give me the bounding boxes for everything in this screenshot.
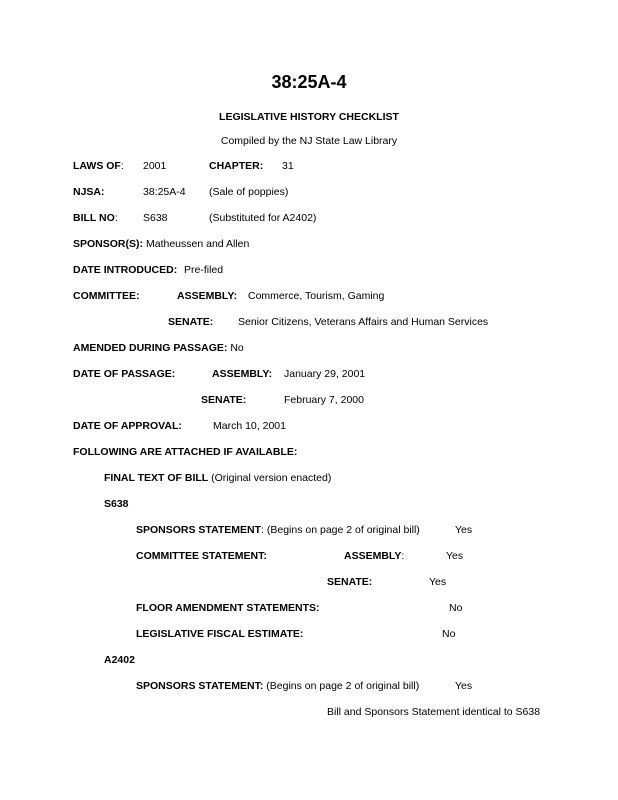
s638-committee-senate-value: Yes	[429, 576, 447, 588]
s638-sponsors-statement: SPONSORS STATEMENT: (Begins on page 2 of original bill)	[136, 524, 420, 536]
checklist-heading: LEGISLATIVE HISTORY CHECKLIST	[219, 111, 399, 123]
date-introduced-value: Pre-filed	[184, 264, 224, 276]
passage-assembly-value: January 29, 2001	[284, 368, 366, 380]
s638-committee-statement-label: COMMITTEE STATEMENT:	[136, 550, 267, 562]
sponsors-value: Matheussen and Allen	[146, 238, 250, 250]
s638-floor-amendment-label: FLOOR AMENDMENT STATEMENTS:	[136, 602, 320, 614]
committee-assembly-label: ASSEMBLY:	[177, 290, 238, 302]
njsa-description: (Sale of poppies)	[209, 186, 289, 198]
njsa-value: 38:25A-4	[143, 186, 186, 198]
s638-heading: S638	[104, 498, 129, 510]
committee-label: COMMITTEE:	[73, 290, 140, 302]
s638-committee-senate-label: SENATE:	[327, 576, 373, 588]
laws-of-label: LAWS OF:	[73, 160, 124, 172]
page-title: 38:25A-4	[271, 72, 347, 92]
date-of-passage-label: DATE OF PASSAGE:	[73, 368, 176, 380]
committee-senate-label: SENATE:	[168, 316, 214, 328]
s638-sponsors-value: Yes	[455, 524, 473, 536]
a2402-sponsors-value: Yes	[455, 680, 473, 692]
date-introduced-label: DATE INTRODUCED:	[73, 264, 178, 276]
passage-assembly-label: ASSEMBLY:	[212, 368, 273, 380]
bill-no-value: S638	[143, 212, 168, 224]
attached-heading: FOLLOWING ARE ATTACHED IF AVAILABLE:	[73, 446, 298, 458]
laws-of-value: 2001	[143, 160, 167, 172]
s638-fiscal-estimate-label: LEGISLATIVE FISCAL ESTIMATE:	[136, 628, 304, 640]
committee-senate-value: Senior Citizens, Veterans Affairs and Human Services	[238, 316, 489, 328]
bill-no-description: (Substituted for A2402)	[209, 212, 317, 224]
final-text-of-bill: FINAL TEXT OF BILL (Original version enacted)	[104, 472, 332, 484]
bill-no-label: BILL NO:	[73, 212, 118, 224]
compiled-by: Compiled by the NJ State Law Library	[220, 135, 398, 147]
a2402-sponsors-statement: SPONSORS STATEMENT: (Begins on page 2 of original bill)	[136, 680, 420, 692]
date-of-approval-label: DATE OF APPROVAL:	[73, 420, 182, 432]
s638-committee-assembly-label: ASSEMBLY:	[344, 550, 405, 562]
a2402-heading: A2402	[104, 654, 135, 666]
chapter-value: 31	[282, 160, 294, 172]
committee-assembly-value: Commerce, Tourism, Gaming	[248, 290, 385, 302]
s638-committee-assembly-value: Yes	[446, 550, 464, 562]
a2402-identical-note: Bill and Sponsors Statement identical to S638	[327, 706, 541, 718]
passage-senate-value: February 7, 2000	[284, 394, 364, 406]
sponsors-label: SPONSOR(S):	[73, 238, 144, 250]
passage-senate-label: SENATE:	[201, 394, 247, 406]
njsa-label: NJSA:	[73, 186, 105, 198]
s638-fiscal-estimate-value: No	[442, 628, 456, 640]
s638-floor-amendment-value: No	[449, 602, 463, 614]
date-of-approval-value: March 10, 2001	[213, 420, 286, 432]
chapter-label: CHAPTER:	[209, 160, 264, 172]
amended-during-passage: AMENDED DURING PASSAGE: No	[73, 342, 244, 354]
